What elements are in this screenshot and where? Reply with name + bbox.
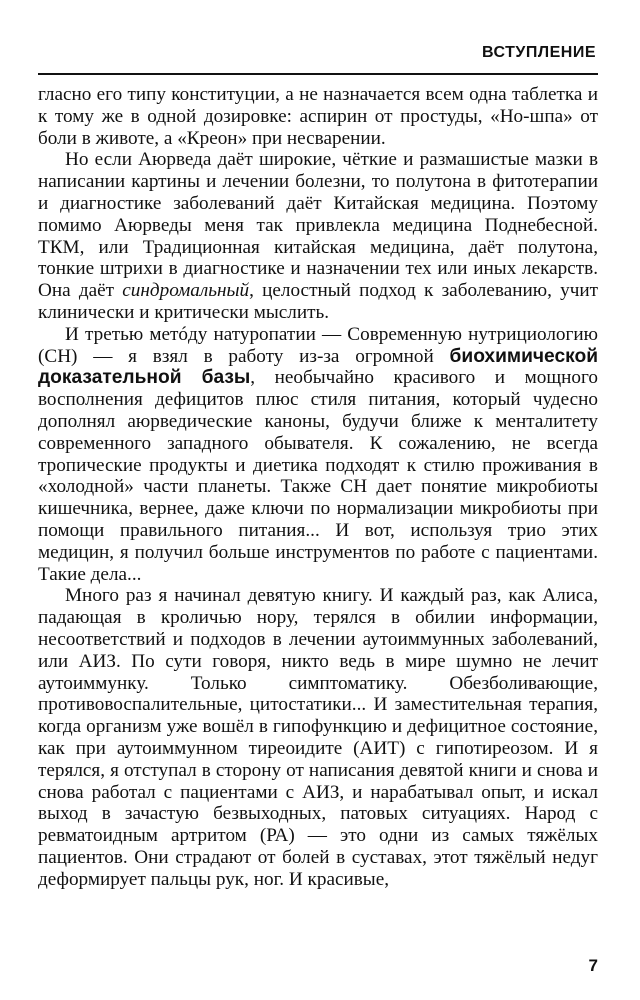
paragraph-text-after: , необычайно красивого и мощного восполнения дефицитов плюс стиля питания, который чудесно дополнял аюрведические каноны, будучи ближе к менталитету современного западного обывателя. К сожалению, не всегда тропические продукты и диетика подходят к стилю проживания в «холодной» части планеты. Также СН дает понятие микробиоты кишечника, вернее, даже ключи по нормализации микробиоты при помощи правильного питания... И вот, используя трио этих медицин, я получил больше инструментов по работе с пациентами. Такие дела... [38,367,598,585]
paragraph-nutrition [38,324,598,586]
page-number: 7 [588,956,598,975]
paragraph-ninth-book [38,585,598,890]
bold-term: биохимической доказательной базы [38,345,598,389]
running-title: ВСТУПЛЕНИЕ [482,44,596,61]
paragraph-text-after: , целостный подход к заболеванию, учит клинически и критически мыслить. [38,280,598,323]
paragraph-text: гласно его типу конституции, а не назначается всем одна таблетка и к тому же в одной дозировке: аспирин от простуды, «Но-шпа» от боли в животе, а «Креон» при несварении. [38,84,598,149]
paragraph-text: Много раз я начинал девятую книгу. И каждый раз, как Алиса, падающая в кроличью нору, терялся в обилии информации, несоответствий и подходов в лечении аутоиммунных заболеваний, или АИЗ. По сути говоря, никто ведь в мире шумно не лечит аутоиммунку. Только симптоматику. Обезболивающие, противовоспалительные, цитостатики... И заместительная терапия, когда организм уже вошёл в гипофункцию и дефицитное состояние, как при аутоиммунном тиреоидите (АИТ) с гипотиреозом. И я терялся, я отступал в сторону от написания девятой книги и снова и снова работал с пациентами с АИЗ, и нарабатывал опыт, и искал выход в зачастую безвыходных, патовых ситуациях. Народ с ревматоидным артритом (РА) — это одни из самых тяжёлых пациентов. Они страдают от болей в суставах, этот тяжёлый недуг деформирует пальцы рук, ног. И красивые, [38,585,598,890]
paragraph-text: И третью метóду натуропатии — Современную нутрициологию (СН) — я взял в работу из-за огромной [38,323,598,367]
paragraph-text: Но если Аюрведа даёт широкие, чёткие и размашистые мазки в написании картины и лечении болезни, то полутона в фитотерапии и диагностике заболеваний даёт Китайская медицина. Поэтому помимо Аюрведы меня так привлекла медицина Поднебесной. ТКМ, или Традиционная китайская медицина, даёт полутона, тонкие штрихи в диагностике и назначении тех или иных лекарств. Она даёт [38,149,598,302]
paragraph-continued [38,84,598,149]
italic-term: синдромальный [122,280,250,302]
header-rule [38,73,598,75]
paragraph-ayurveda-tcm [38,149,598,323]
body-text [38,84,598,890]
